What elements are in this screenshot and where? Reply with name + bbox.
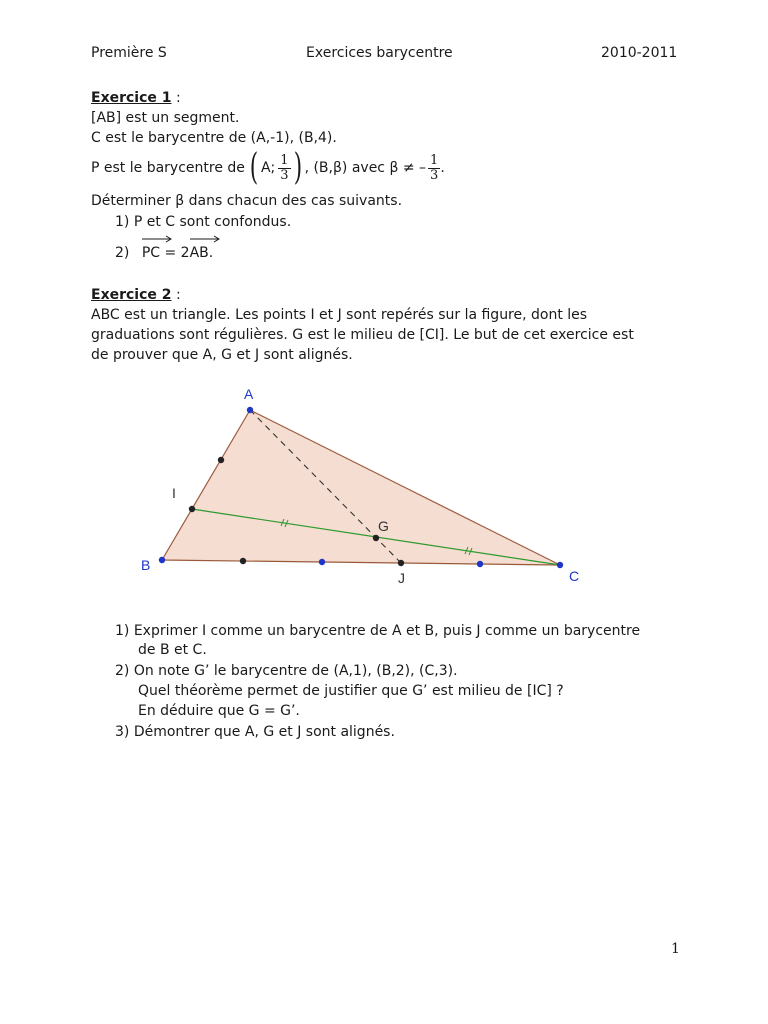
- vector-ab: AB: [190, 243, 209, 263]
- page-number: 1: [671, 941, 680, 957]
- ex1-p-end: .: [440, 160, 445, 176]
- ex1-line-barycentre-p: [91, 146, 445, 190]
- point-i: [189, 506, 195, 512]
- triangle-abc: [162, 410, 560, 565]
- fraction-beta-condition: $\frac{1}{3}$: [430, 152, 439, 183]
- graduation-point-bc-1: [240, 558, 246, 564]
- point-c: [557, 562, 563, 568]
- ex2-statement-line-3: de prouver que A, G et J sont alignés.: [91, 347, 353, 363]
- point-a: [247, 407, 253, 413]
- ex2-question-2-line-2: Quel théorème permet de justifier que G’ est milieu de [IC] ?: [138, 683, 564, 699]
- ex1-line-barycentre-c: C est le barycentre de (A,-1), (B,4).: [91, 130, 337, 146]
- label-c: C: [569, 568, 580, 584]
- label-j: J: [398, 570, 405, 586]
- ex2-statement-line-1: ABC est un triangle. Les points I et J sont repérés sur la figure, dont les: [91, 307, 588, 323]
- ex2-question-3: 3) Démontrer que A, G et J sont alignés.: [115, 724, 395, 740]
- graduation-point-ab: [218, 457, 224, 463]
- fraction-one-third: $\frac{1}{3}$: [280, 152, 289, 183]
- ex1-p-point-a: A;: [260, 160, 276, 176]
- left-paren: (: [249, 147, 259, 188]
- ex1-question-2: 2) PC = 2 AB.: [115, 243, 213, 263]
- vector-pc: PC: [142, 243, 160, 263]
- label-g: G: [378, 518, 389, 534]
- triangle-figure: [110, 372, 600, 592]
- label-a: A: [244, 386, 254, 402]
- exercise-1-title: Exercice 1: [91, 90, 172, 106]
- ex1-instruction: Déterminer β dans chacun des cas suivants.: [91, 193, 403, 209]
- exercise-2-heading: [91, 285, 181, 305]
- point-b: [159, 557, 165, 563]
- header-year: 2010-2011: [601, 45, 678, 61]
- ex1-p-prefix: P est le barycentre de: [91, 160, 245, 176]
- ex1-p-middle: , (B,β) avec β ≠ –: [304, 160, 427, 176]
- ex1-line-segment: [AB] est un segment.: [91, 110, 240, 126]
- right-paren: ): [293, 147, 302, 188]
- exercise-1-heading: [91, 88, 181, 108]
- ex2-question-1-line-1: 1) Exprimer I comme un barycentre de A et B, puis J comme un barycentre: [115, 623, 641, 639]
- label-i: I: [172, 485, 176, 501]
- header-left: Première S: [91, 45, 167, 61]
- graduation-point-bc-2: [319, 559, 325, 565]
- vector-arrow-icon: [190, 235, 220, 243]
- vector-arrow-icon: [142, 235, 172, 243]
- ex1-question-1: 1) P et C sont confondus.: [115, 214, 292, 230]
- exercise-1-colon: :: [171, 90, 181, 106]
- exercise-2-colon: :: [171, 287, 181, 303]
- point-j: [398, 560, 404, 566]
- label-b: B: [141, 557, 151, 573]
- ex2-question-2-line-1: 2) On note G’ le barycentre de (A,1), (B,2), (C,3).: [115, 663, 458, 679]
- point-g: [373, 535, 379, 541]
- header-title: Exercices barycentre: [306, 45, 453, 61]
- ex2-question-1-line-2: de B et C.: [138, 642, 207, 658]
- ex2-question-2-line-3: En déduire que G = G’.: [138, 703, 300, 719]
- ex2-statement-line-2: graduations sont régulières. G est le milieu de [CI]. Le but de cet exercice est: [91, 327, 634, 343]
- exercise-2-title: Exercice 2: [91, 287, 172, 303]
- graduation-point-bc-3: [477, 561, 483, 567]
